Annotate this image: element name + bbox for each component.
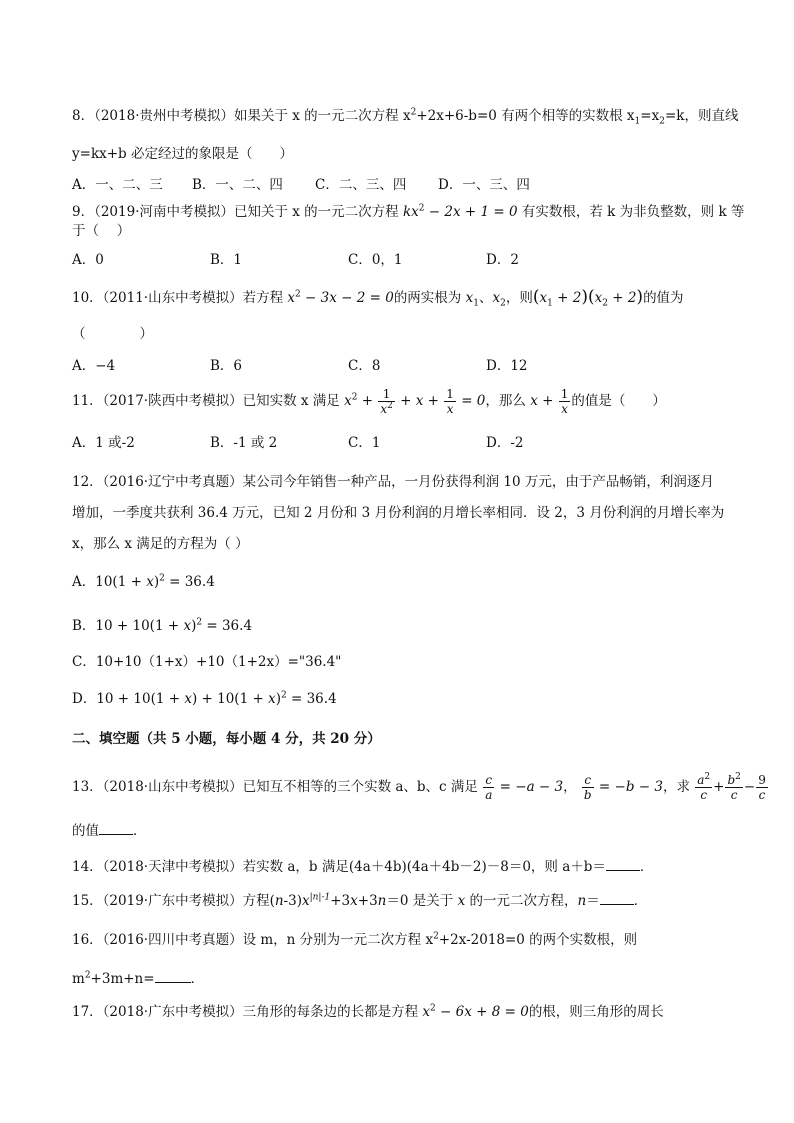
q8-option-c: C．二、三、四 (315, 177, 407, 193)
q8-option-a: A．一、二、三 (72, 177, 163, 193)
q9-option-c: C．0，1 (348, 252, 403, 268)
q16-answer-blank[interactable] (155, 968, 191, 983)
q15-line1: 15．（2019·广东中考模拟）方程$(n-3)x^{|n|-1}+3x+3n=0$ 是关于 x 的一元二次方程，n＝ ． (72, 890, 647, 911)
q11-option-b: B．-1 或 2 (210, 435, 278, 451)
q12-line3: x，那么 x 满足的方程为（ ） (72, 536, 249, 552)
q12-option-b: B．$10 + 10(1 + x)^2 = 36.4$ (72, 617, 253, 634)
q12-line2: 增加，一季度共获利 36.4 万元，已知 2 月份和 3 月份利润的月增长率相同．设 2，3 月份利润的月增长率为 (72, 505, 725, 521)
q12-line1: 12．（2016·辽宁中考真题）某公司今年销售一种产品，一月份获得利润 10 万元，由于产品畅销，利润逐月 (72, 474, 714, 490)
q8-option-d: D．一、三、四 (438, 177, 530, 193)
q13-answer-blank[interactable] (99, 820, 133, 835)
q9-line2: 于（ ） (72, 223, 131, 239)
q14-answer-blank[interactable] (606, 856, 640, 871)
q12-option-d: D．$10 + 10(1 + x) + 10(1 + x)^2 = 36.4$ (72, 690, 337, 707)
q9-option-b: B．1 (210, 252, 243, 268)
q10-option-a: A．−4 (72, 358, 116, 374)
q12-option-a: A．$10(1 + x)^2 = 36.4$ (72, 573, 215, 590)
q16-line2: $m^2+3m+n=$ ． (72, 968, 204, 989)
q11-expression: x + $\frac{1}{x}$ (530, 387, 569, 416)
q17-equation: $x^2 - 6x + 8 = 0$ (422, 1003, 529, 1020)
q13-condition: $\frac{c}{a}$ = −a − 3 (485, 773, 564, 802)
q10-option-d: D．12 (486, 358, 528, 374)
q13-line1: 13．（2018·山东中考模拟）已知互不相等的三个实数 a、b、c 满足 $\frac{c}{a}$ = −a − 3， $\frac{c}{b}$ = −b − 3，求 $\frac{a^2}{c}$ + $\frac{b^2}{c}$ − $\frac{9}{c}$ (72, 770, 769, 804)
q10-option-c: C．8 (348, 358, 381, 374)
q9-line1: 9．（2019·河南中考模拟）已知关于 x 的一元二次方程 $kx^2 - 2x + 1 = 0$ 有实数根，若 k 为非负整数，则 k 等 (72, 203, 745, 220)
q13-expression: $\frac{a^2}{c}$ + $\frac{b^2}{c}$ − $\frac{9}{c}$ (697, 772, 766, 802)
q9-equation: $kx^2 - 2x + 1 = 0$ (402, 203, 518, 220)
q10-line2: （ ） (72, 326, 153, 342)
q11-option-d: D．-2 (486, 435, 524, 451)
section-heading-fill-blank: 二、填空题（共 5 小题，每小题 4 分，共 20 分） (72, 731, 381, 747)
q12-option-c: C．10+10（1+x）+10（1+2x）="36.4" (72, 654, 342, 670)
q9-option-d: D．2 (486, 252, 519, 268)
q11-option-a: A．1 或-2 (72, 435, 135, 451)
q8-option-b: B．一、二、四 (192, 177, 283, 193)
q10-equation: $x^2 - 3x - 2 = 0$ (287, 289, 394, 306)
q11-option-c: C．1 (348, 435, 381, 451)
q10-option-b: B．6 (210, 358, 243, 374)
q8-line1: 8．（2018·贵州中考模拟）如果关于 x 的一元二次方程 $x^2+2x+6-b=0$ 有两个相等的实数根 $x_1=x_2=k$，则直线 (72, 107, 739, 127)
q14-line1: 14．（2018·天津中考模拟）若实数 a，b 满足(4a＋4b)(4a＋4b－2)－8＝0，则 a＋b＝ ． (72, 856, 653, 877)
q15-answer-blank[interactable] (600, 890, 634, 905)
q17-line1: 17．（2018·广东中考模拟）三角形的每条边的长都是方程 $x^2 - 6x + 8 = 0$的根，则三角形的周长 (72, 1003, 664, 1020)
q11-line1: 11．（2017·陕西中考模拟）已知实数 x 满足 $x^2$ + $\frac{1}{x^2}$ + x + $\frac{1}{x}$ = 0，那么 x + $\frac{1}{x}$ 的值是（ ） (72, 387, 666, 416)
q10-expression: $(x_1 + 2)(x_2 + 2)$ (532, 287, 644, 309)
q13-line2: 的值 ． (72, 820, 147, 841)
q9-option-a: A．0 (72, 252, 104, 268)
q11-equation: $x^2$ + $\frac{1}{x^2}$ + x + $\frac{1}{x}$ = 0 (344, 387, 486, 416)
q8-line2: y=kx+b 必定经过的象限是（ ） (72, 146, 293, 162)
q16-line1: 16．（2016·四川中考真题）设 m，n 分别为一元二次方程 $x^2+2x-2018=0$ 的两个实数根，则 (72, 931, 638, 948)
q10-line1: 10．（2011·山东中考模拟）若方程 $x^2 - 3x - 2 = 0$的两实根为 $x_1$、$x_2$，则$(x_1 + 2)(x_2 + 2)$的值为 (72, 287, 684, 309)
